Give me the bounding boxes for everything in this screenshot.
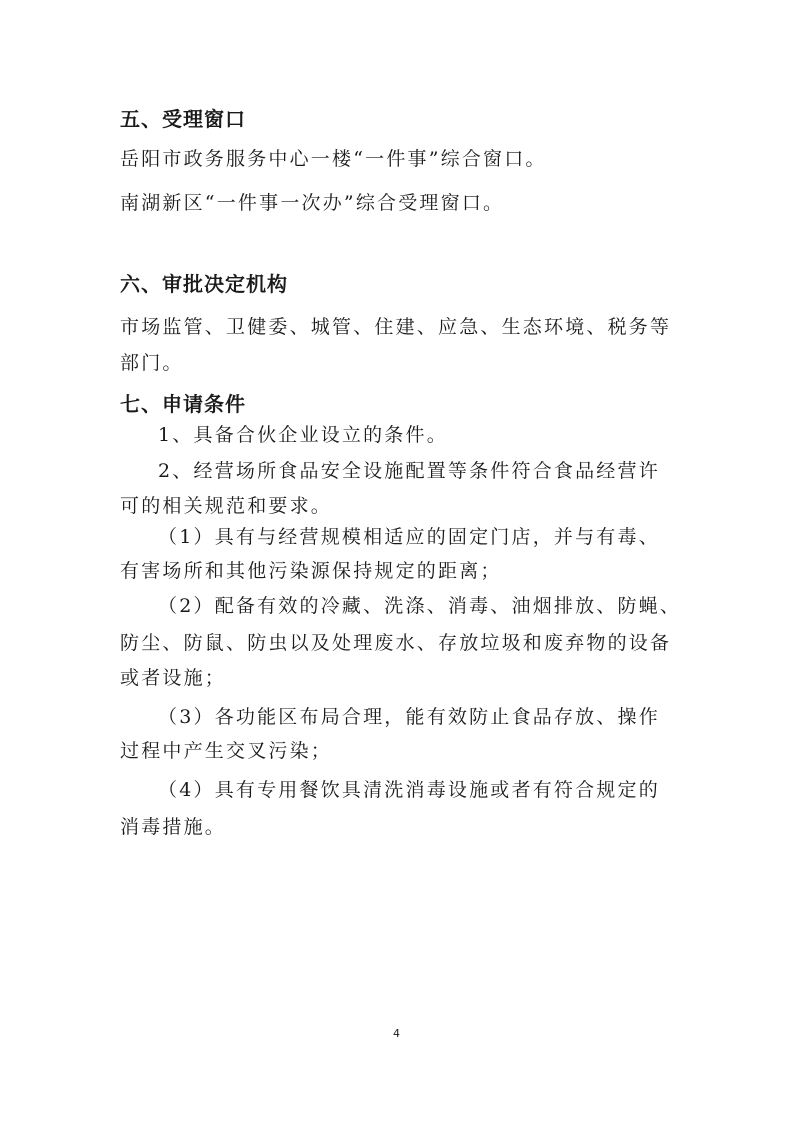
page-number: 4 [393,1027,400,1040]
section-heading-application-conditions: 七、申请条件 [120,392,246,416]
paragraph-line: 可的相关规范和要求。 [120,495,333,517]
paragraph-line: 或者设施； [120,667,227,689]
section-heading-acceptance-window: 五、受理窗口 [120,107,246,131]
paragraph-line: （3）各功能区布局合理，能有效防止食品存放、操作 [158,706,660,728]
paragraph-line: 2、经营场所食品安全设施配置等条件符合食品经营许 [158,460,660,482]
paragraph-line: 有害场所和其他污染源保持规定的距离； [120,560,502,582]
paragraph-line: 市场监管、卫健委、城管、住建、应急、生态环境、税务等 [120,316,672,338]
paragraph-line: 南湖新区“一件事一次办”综合受理窗口。 [120,192,505,214]
paragraph-line: 消毒措施。 [120,816,227,838]
paragraph-line: 部门。 [120,352,184,374]
paragraph-line: 岳阳市政务服务中心一楼“一件事”综合窗口。 [120,148,547,170]
paragraph-line: （2）配备有效的冷藏、洗涤、消毒、油烟排放、防蝇、 [158,595,682,617]
paragraph-line: （4）具有专用餐饮具清洗消毒设施或者有符合规定的 [158,779,660,801]
paragraph-line: 1、具备合伙企业设立的条件。 [158,424,448,446]
paragraph-line: 防尘、防鼠、防虫以及处理废水、存放垃圾和废弃物的设备 [120,632,672,654]
paragraph-line: 过程中产生交叉污染； [120,740,333,762]
section-heading-approval-authority: 六、审批决定机构 [120,272,288,296]
paragraph-line: （1）具有与经营规模相适应的固定门店，并与有毒、 [158,526,660,548]
